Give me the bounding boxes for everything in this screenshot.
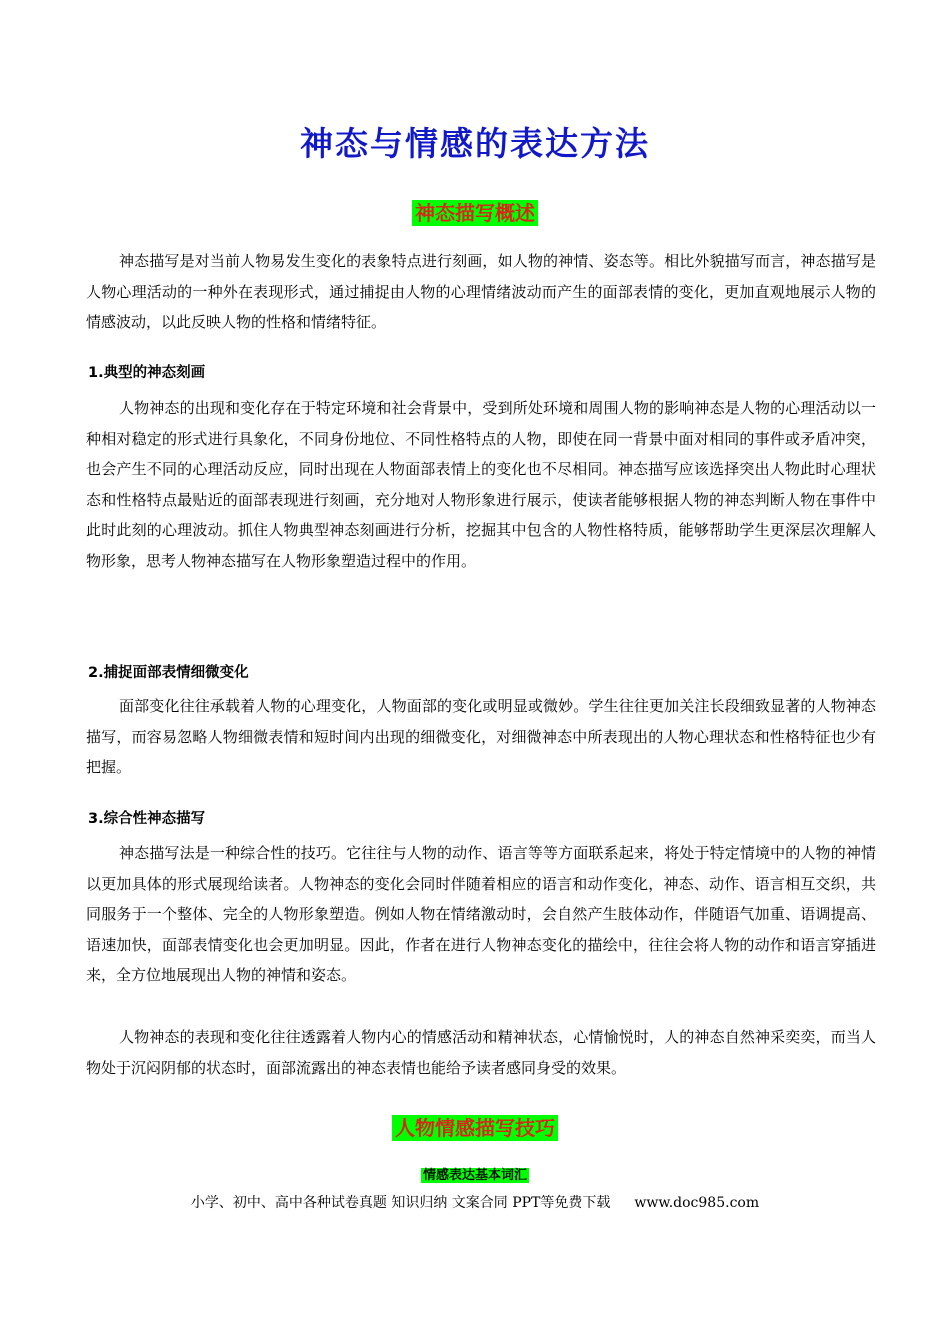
- vocabulary-heading-label: 情感表达基本词汇: [422, 1168, 527, 1183]
- section-heading-overview: [0, 197, 950, 226]
- footer-text: 小学、初中、高中各种试卷真题 知识归纳 文案合同 PPT等免费下载: [190, 1195, 611, 1211]
- section-heading-overview-label: 神态描写概述: [412, 200, 538, 226]
- subsection-heading-2: 2.捕捉面部表情细微变化: [88, 665, 249, 681]
- section-heading-emotion: [0, 1112, 950, 1141]
- page-title: 神态与情感的表达方法: [300, 124, 650, 163]
- subsection-heading-3: 3.综合性神态描写: [88, 811, 206, 827]
- page-footer: [0, 1192, 950, 1212]
- subsection-3-paragraph-1: 神态描写法是一种综合性的技巧。它往往与人物的动作、语言等等方面联系起来，将处于特定情境中的人物的神情以更加具体的形式展现给读者。人物神态的变化会同时伴随着相应的语言和动作变化，神态、动作、语言相互交织，共同服务于一个整体、完全的人物形象塑造。例如人物在情绪激动时，会自然产生肢体动作，伴随语气加重、语调提高、语速加快，面部表情变化也会更加明显。因此，作者在进行人物神态变化的描绘中，往往会将人物的动作和语言穿插进来，全方位地展现出人物的神情和姿态。: [86, 844, 876, 984]
- vocabulary-heading: [0, 1164, 950, 1183]
- overview-paragraph: 神态描写是对当前人物易发生变化的表象特点进行刻画，如人物的神情、姿态等。相比外貌描写而言，神态描写是人物心理活动的一种外在表现形式，通过捕捉由人物的心理情绪波动而产生的面部表情的变化，更加直观地展示人物的情感波动，以此反映人物的性格和情绪特征。: [86, 252, 876, 331]
- subsection-2-paragraph: 面部变化往往承载着人物的心理变化，人物面部的变化或明显或微妙。学生往往更加关注长段细致显著的人物神态描写，而容易忽略人物细微表情和短时间内出现的细微变化，对细微神态中所表现出的人物心理状态和性格特征也少有把握。: [86, 697, 876, 776]
- subsection-1-paragraph: 人物神态的出现和变化存在于特定环境和社会背景中，受到所处环境和周围人物的影响神态是人物的心理活动以一种相对稳定的形式进行具象化，不同身份地位、不同性格特点的人物，即使在同一背景中面对相同的事件或矛盾冲突，也会产生不同的心理活动反应，同时出现在人物面部表情上的变化也不尽相同。神态描写应该选择突出人物此时心理状态和性格特点最贴近的面部表现进行刻画，充分地对人物形象进行展示，使读者能够根据人物的神态判断人物在事件中此时此刻的心理波动。抓住人物典型神态刻画进行分析，挖掘其中包含的人物性格特质，能够帮助学生更深层次理解人物形象，思考人物神态描写在人物形象塑造过程中的作用。: [86, 399, 876, 570]
- footer-site: www.doc985.com: [634, 1195, 760, 1211]
- subsection-heading-1: 1.典型的神态刻画: [88, 365, 206, 381]
- section-heading-emotion-label: 人物情感描写技巧: [392, 1115, 558, 1141]
- subsection-3-paragraph-2: 人物神态的表现和变化往往透露着人物内心的情感活动和精神状态，心情愉悦时，人的神态自然神采奕奕，而当人物处于沉闷阴郁的状态时，面部流露出的神态表情也能给予读者感同身受的效果。: [86, 1028, 876, 1077]
